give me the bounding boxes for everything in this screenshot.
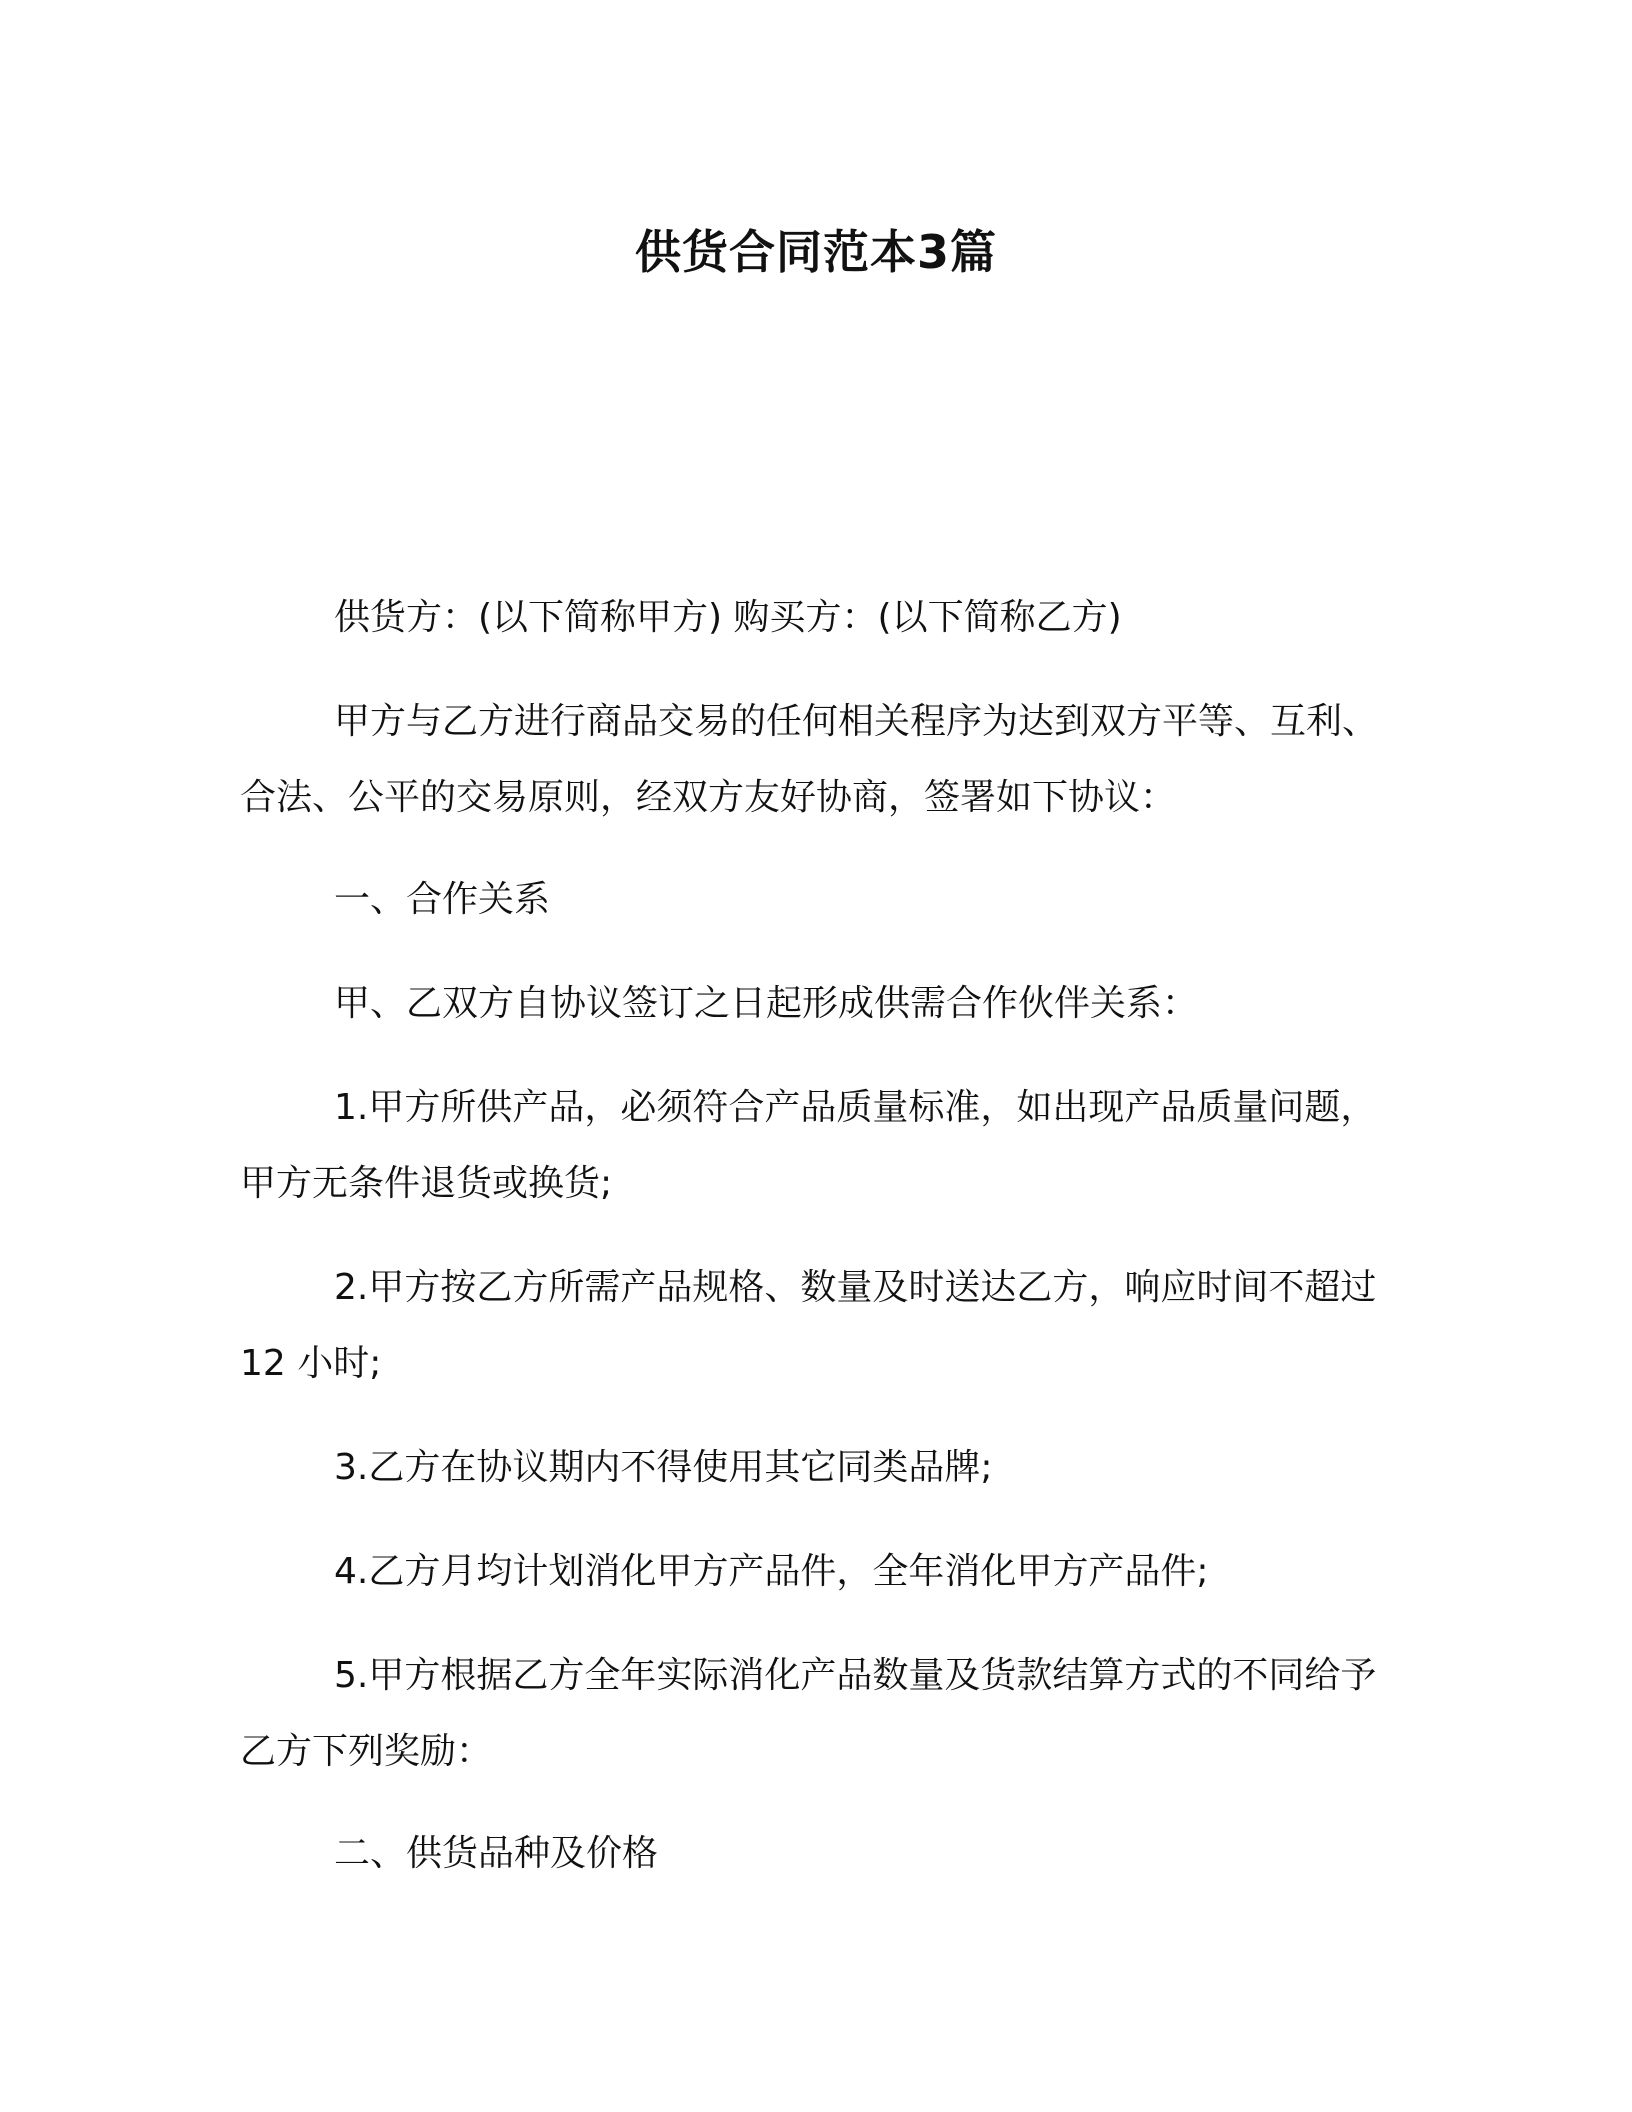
list-item-4: 4.乙方月均计划消化甲方产品件，全年消化甲方产品件; [334, 1551, 1209, 1592]
document-title: 供货合同范本3篇 [634, 225, 997, 279]
list-item-3: 3.乙方在协议期内不得使用其它同类品牌; [334, 1447, 993, 1488]
paragraph-intro: 甲方与乙方进行商品交易的任何相关程序为达到双方平等、互利、合法、公平的交易原则，经双方友好协商，签署如下协议： [240, 701, 1379, 818]
list-item-2: 2.甲方按乙方所需产品规格、数量及时送达乙方，响应时间不超过 12 小时; [240, 1267, 1377, 1384]
section-heading-cooperation: 一、合作关系 [334, 879, 551, 920]
paragraph-relationship: 甲、乙双方自协议签订之日起形成供需合作伙伴关系： [334, 983, 1199, 1024]
list-item-5: 5.甲方根据乙方全年实际消化产品数量及货款结算方式的不同给予乙方下列奖励： [240, 1655, 1377, 1772]
list-item-1: 1.甲方所供产品，必须符合产品质量标准，如出现产品质量问题，甲方无条件退货或换货; [240, 1087, 1377, 1204]
section-heading-products: 二、供货品种及价格 [334, 1833, 659, 1874]
paragraph-parties: 供货方：(以下简称甲方) 购买方：(以下简称乙方) [334, 597, 1122, 638]
